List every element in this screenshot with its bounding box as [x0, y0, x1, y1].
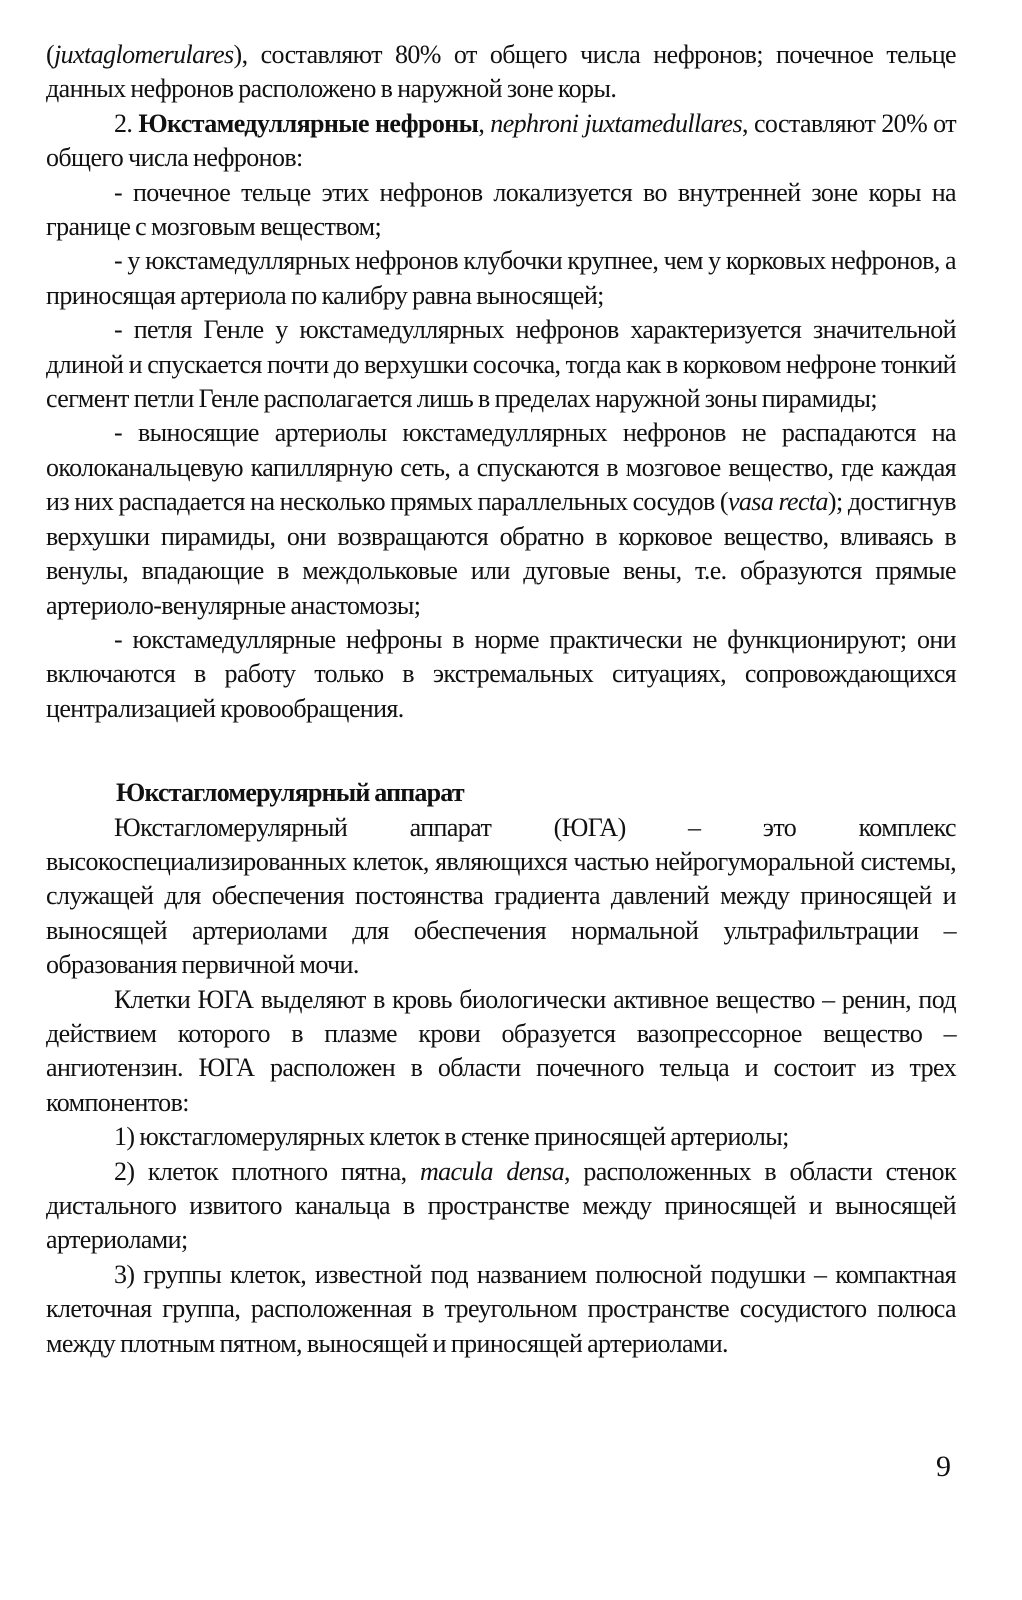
section-heading: Юкстагломерулярный аппарат [116, 778, 464, 808]
open-paren: ( [46, 40, 55, 69]
body-text [46, 38, 956, 1361]
page-number: 9 [936, 1450, 951, 1483]
bullet-item-4 [46, 416, 956, 622]
paragraph-jga-cells: Клетки ЮГА выделяют в кровь биологически активное вещество – ренин, под действием которого в плазме крови образуется вазопрессорное вещество – ангиотензин. ЮГА расположен в области почечного тельца и состоит из трех компонентов: [46, 984, 956, 1117]
bullet-item-1: - почечное тельце этих нефронов локализуется во внутренней зоне коры на границе с мозговым веществом; [46, 177, 956, 242]
paragraph-cortical-nephrons [46, 38, 956, 107]
term-heading: Юкстамедуллярные нефроны [138, 108, 479, 138]
bullet-item-5: - юкстамедуллярные нефроны в норме практически не функционируют; они включаются в работу только в экстремальных ситуациях, сопровождающихся централизацией кровообращения. [46, 624, 956, 723]
paragraph-juxtamedullary-nephrons [46, 107, 956, 176]
term-comma: , [478, 108, 485, 138]
list-text: , расположенных в области стенок дистального извитого канальца в пространстве между приносящей и выносящей артериолами; [46, 1156, 956, 1255]
section-gap [46, 726, 956, 776]
list-item-2 [46, 1155, 956, 1258]
bullet-text: ); достигнув верхушки пирамиды, они возвращаются обратно в корковое вещество, вливаясь в венулы, впадающие в междольковые или дуговые вены, т.е. образуются прямые артериоло-венулярные анастомозы; [46, 487, 956, 620]
list-item-1: 1) юкстагломерулярных клеток в стенке приносящей артериолы; [114, 1122, 789, 1152]
bullet-text: - выносящие артериолы юкстамедуллярных нефронов не распадаются на околоканальцевую капиллярную сеть, а спускаются в мозговое вещество, где каждая из них распадается на несколько прямых параллельных сосудов ( [46, 418, 956, 517]
bullet-item-2: - у юкстамедуллярных нефронов клубочки крупнее, чем у корковых нефронов, а приносящая артериола по калибру равна выносящей; [46, 246, 956, 310]
paragraph-text: , составляют 20% от общего числа нефронов: [46, 108, 956, 173]
latin-term: nephroni juxtamedullares [490, 108, 743, 138]
latin-term: juxtaglomerulares [54, 40, 234, 69]
paragraph-text: ), составляют 80% от общего числа нефронов; почечное тельце данных нефронов расположено в наружной зоне коры. [46, 40, 956, 104]
bullet-item-3: - петля Генле у юкстамедуллярных нефронов характеризуется значительной длиной и спускается почти до верхушки сосочка, тогда как в корковом нефроне тонкий сегмент петли Генле располагается лишь в пределах наружной зоны пирамиды; [46, 315, 956, 414]
list-number: 2. [114, 108, 133, 138]
latin-term: macula densa [419, 1156, 564, 1186]
list-text: 2) клеток плотного пятна, [114, 1156, 407, 1186]
paragraph-jga-definition: Юкстагломерулярный аппарат (ЮГА) – это комплекс высокоспециализированных клеток, являющихся частью нейрогуморальной системы, служащей для обеспечения постоянства градиента давлений между приносящей и выносящей артериолами для обеспечения нормальной ультрафильтрации – образования первичной мочи. [46, 812, 956, 980]
latin-term: vasa recta [727, 487, 828, 517]
list-item-3: 3) группы клеток, известной под названием полюсной подушки – компактная клеточная группа, расположенная в треугольном пространстве сосудистого полюса между плотным пятном, выносящей и приносящей артериолами. [46, 1259, 956, 1358]
